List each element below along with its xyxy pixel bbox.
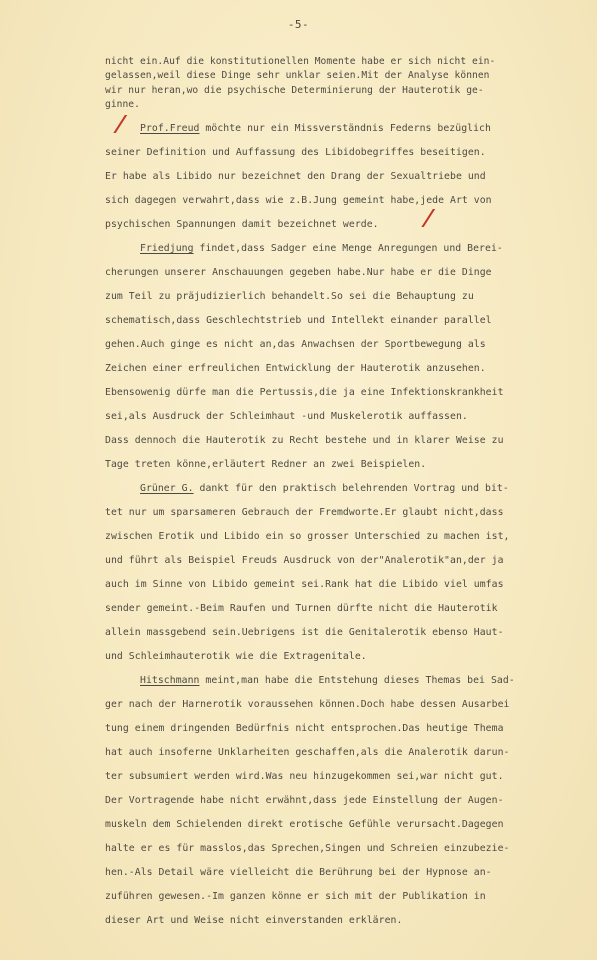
text-line: [105, 459, 426, 470]
line-text: Ebensowenig dürfe man die Pertussis,die ja eine Infektionskrankheit: [105, 387, 504, 398]
line-text: zum Teil zu präjudizierlich behandelt.So sei die Behauptung zu: [105, 291, 474, 302]
speaker-name: Grüner G.: [140, 483, 194, 494]
line-text: zuführen gewesen.-Im ganzen könne er sich mit der Publikation in: [105, 891, 486, 902]
line-text: meint,man habe die Entstehung dieses Themas bei Sad-: [199, 675, 515, 686]
text-line: [105, 171, 486, 182]
text-line: [105, 651, 367, 662]
text-line: [140, 243, 503, 254]
line-text: sich dagegen verwahrt,dass wie z.B.Jung gemeint habe,jede Art von: [105, 195, 492, 206]
line-text: muskeln dem Schielenden direkt erotische Gefühle verursacht.Dagegen: [105, 819, 504, 830]
text-line: [105, 771, 504, 782]
text-line: [105, 843, 509, 854]
line-text: ter subsumiert werden wird.Was neu hinzugekommen sei,war nicht gut.: [105, 771, 504, 782]
text-line: [105, 915, 402, 926]
line-text: findet,dass Sadger eine Menge Anregungen und Berei-: [193, 243, 503, 254]
line-text: Dass dennoch die Hauterotik zu Recht bestehe und in klarer Weise zu: [105, 435, 504, 446]
line-text: psychischen Spannungen damit bezeichnet werde.: [105, 219, 379, 230]
line-text: gehen.Auch ginge es nicht an,das Anwachsen der Sportbewegung als: [105, 339, 486, 350]
text-line: [105, 555, 504, 566]
red-margin-mark-close: /: [420, 206, 437, 231]
speaker-name: Prof.Freud: [140, 123, 200, 134]
text-line: [105, 315, 492, 326]
text-line: [105, 603, 498, 614]
text-line: [105, 411, 468, 422]
line-text: seiner Definition und Auffassung des Libidobegriffes beseitigen.: [105, 147, 486, 158]
text-line: [105, 363, 486, 374]
line-text: hen.-Als Detail wäre vielleicht die Berührung bei der Hypnose an-: [105, 867, 492, 878]
red-margin-mark-open: /: [112, 112, 129, 137]
line-text: wir nur heran,wo die psychische Determinierung der Hauterotik ge-: [105, 85, 484, 96]
text-line: [105, 747, 509, 758]
line-text: halte er es für masslos,das Sprechen,Singen und Schreien einzubezie-: [105, 843, 510, 854]
line-text: allein massgebend sein.Uebrigens ist die Genitalerotik ebenso Haut-: [105, 627, 504, 638]
line-text: Tage treten könne,erläutert Redner an zwei Beispielen.: [105, 459, 427, 470]
text-line: [105, 891, 486, 902]
line-text: tung einem dringenden Bedürfnis nicht entsprochen.Das heutige Thema: [105, 723, 504, 734]
text-line: [105, 85, 484, 96]
line-text: und Schleimhauterotik wie die Extragenitale.: [105, 651, 367, 662]
text-line: [105, 387, 504, 398]
text-line: [105, 579, 504, 590]
line-text: nicht ein.Auf die konstitutionellen Momente habe er sich nicht ein-: [105, 56, 496, 67]
text-line: [105, 219, 379, 230]
text-line: [105, 507, 504, 518]
line-text: sei,als Ausdruck der Schleimhaut -und Muskelerotik auffassen.: [105, 411, 468, 422]
text-line: [105, 699, 509, 710]
line-text: ginne.: [105, 99, 140, 110]
line-text: sender gemeint.-Beim Raufen und Turnen dürfte nicht die Hauterotik: [105, 603, 498, 614]
text-line: [105, 56, 495, 67]
text-line: [105, 267, 492, 278]
line-text: dieser Art und Weise nicht einverstanden erklären.: [105, 915, 403, 926]
line-text: Der Vortragende habe nicht erwähnt,dass jede Einstellung der Augen-: [105, 795, 504, 806]
text-line: [140, 483, 509, 494]
text-line: [105, 70, 490, 81]
text-line: [105, 723, 504, 734]
line-text: tet nur um sparsameren Gebrauch der Fremdworte.Er glaubt nicht,dass: [105, 507, 504, 518]
line-text: schematisch,dass Geschlechtstrieb und Intellekt einander parallel: [105, 315, 492, 326]
text-line: [105, 819, 504, 830]
text-line: [105, 339, 486, 350]
text-line: [105, 195, 492, 206]
text-line: [105, 627, 504, 638]
line-text: Er habe als Libido nur bezeichnet den Drang der Sexualtriebe und: [105, 171, 486, 182]
line-text: gelassen,weil diese Dinge sehr unklar seien.Mit der Analyse können: [105, 70, 490, 81]
line-text: und führt als Beispiel Freuds Ausdruck von der"Analerotik"an,der ja: [105, 555, 504, 566]
text-line: [105, 291, 474, 302]
page-number: -5-: [287, 18, 310, 31]
text-line: [140, 675, 515, 686]
line-text: auch im Sinne von Libido gemeint sei.Rank hat die Libido viel umfas: [105, 579, 504, 590]
line-text: zwischen Erotik und Libido ein so grosser Unterschied zu machen ist,: [105, 531, 510, 542]
text-line: [140, 123, 491, 134]
text-line: [105, 795, 504, 806]
text-line: [105, 147, 486, 158]
line-text: dankt für den praktisch belehrenden Vortrag und bit-: [193, 483, 509, 494]
text-line: [105, 435, 504, 446]
text-line: [105, 531, 509, 542]
speaker-name: Hitschmann: [140, 675, 200, 686]
text-line: [105, 867, 492, 878]
line-text: cherungen unserer Anschauungen gegeben habe.Nur habe er die Dinge: [105, 267, 492, 278]
speaker-name: Friedjung: [140, 243, 194, 254]
line-text: möchte nur ein Missverständnis Federns bezüglich: [199, 123, 491, 134]
line-text: Zeichen einer erfreulichen Entwicklung der Hauterotik anzusehen.: [105, 363, 486, 374]
line-text: ger nach der Harnerotik voraussehen können.Doch habe dessen Ausarbei: [105, 699, 510, 710]
line-text: hat auch insoferne Unklarheiten geschaffen,als die Analerotik darun-: [105, 747, 510, 758]
text-line: [105, 99, 140, 110]
